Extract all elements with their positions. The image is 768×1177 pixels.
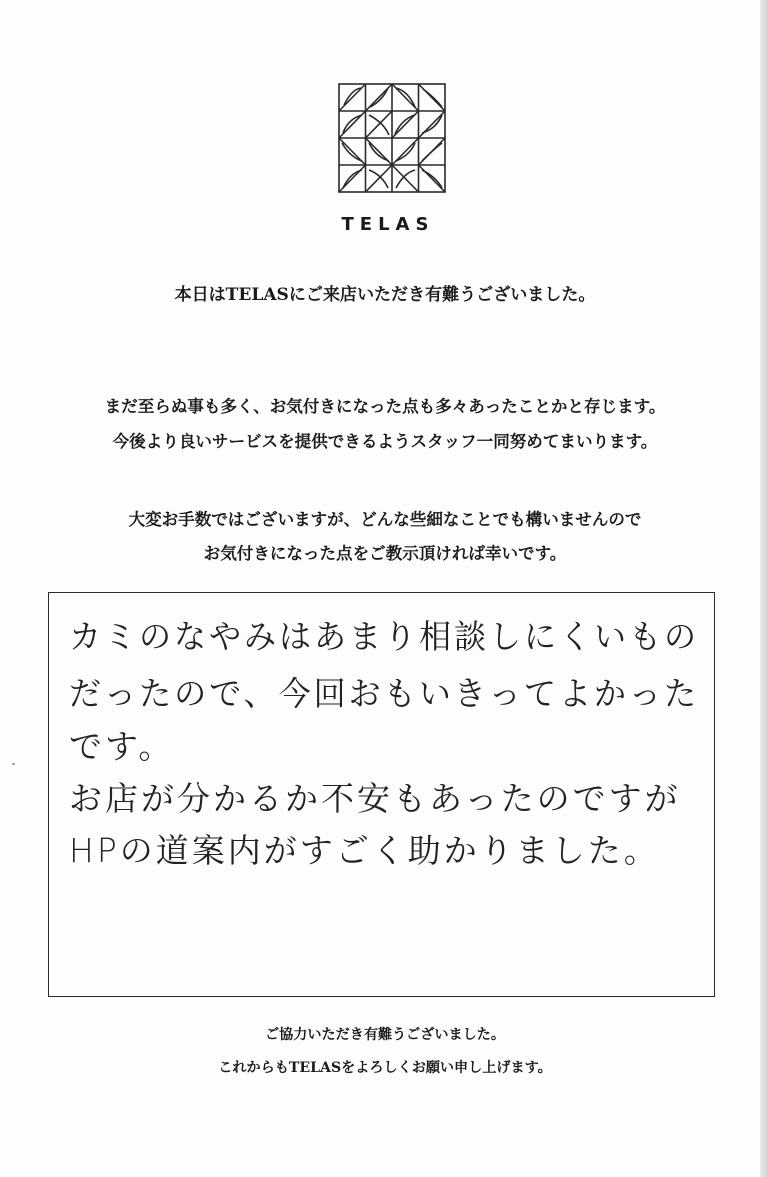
request-line-1: 大変お手数ではございますが、どんな些細なことでも構いませんので xyxy=(128,509,642,529)
telas-logo-icon xyxy=(338,83,446,193)
comment-line: HPの道案内がすごく助かりました。 xyxy=(69,831,660,870)
thank-you-heading: 本日はTELASにご来店いただき有難うございました。 xyxy=(174,285,596,305)
comment-line: カミのなやみはあまり相談しにくいもの xyxy=(69,617,699,656)
footer-thanks: ご協力いただき有難うございました。 xyxy=(265,1027,505,1043)
comment-line: だったので、今回おもいきってよかった xyxy=(69,674,699,713)
brand-name: TELAS xyxy=(341,214,435,235)
intro-line-2: 今後より良いサービスを提供できるようスタッフ一同努めてまいります。 xyxy=(112,431,658,451)
comment-line: お店が分かるか不安もあったのですが xyxy=(69,779,681,818)
comment-line: です。 xyxy=(69,727,175,766)
footer-closing: これからもTELASをよろしくお願い申し上げます。 xyxy=(218,1060,552,1076)
paper-edge-shadow xyxy=(760,0,768,1177)
paper-speck xyxy=(12,763,15,765)
comment-box xyxy=(48,592,715,997)
request-line-2: お気付きになった点をご教示頂ければ幸いです。 xyxy=(203,543,567,563)
intro-line-1: まだ至らぬ事も多く、お気付きになった点も多々あったことかと存じます。 xyxy=(104,396,666,416)
